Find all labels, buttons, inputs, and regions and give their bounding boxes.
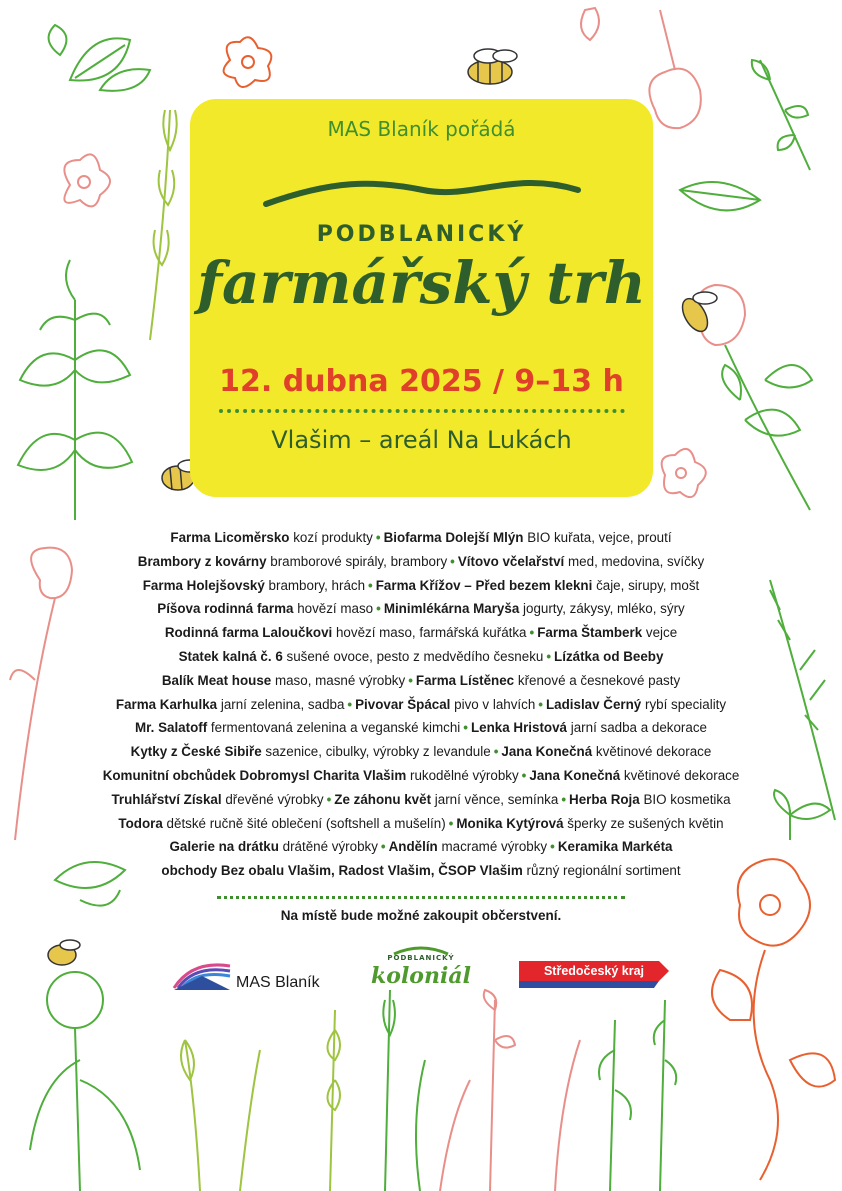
bullet-separator: •	[546, 648, 552, 664]
vendor-line	[30, 574, 812, 598]
clover-icon	[697, 285, 812, 510]
vendor-products: brambory, hrách	[268, 577, 366, 593]
bee-icon	[677, 292, 717, 336]
vendor-name: Andělín	[388, 839, 438, 855]
vendor-name: Farma Licoměrsko	[170, 530, 290, 545]
leaf-cluster-icon	[49, 25, 150, 91]
vendor-name: Lenka Hristová	[470, 720, 567, 736]
vendor-products: jarní zelenina, sadba	[220, 696, 345, 712]
title-small: PODBLANICKÝ	[316, 222, 527, 247]
vendor-products: vejce	[645, 625, 678, 641]
vendor-name: Balík Meat house	[161, 672, 272, 688]
vendor-products: šperky ze sušených květin	[567, 815, 724, 831]
orange-flower-icon	[224, 37, 272, 87]
bullet-separator: •	[450, 553, 455, 569]
bullet-separator: •	[529, 625, 535, 641]
vendor-line	[30, 645, 812, 669]
organizer-text: MAS Blaník pořádá	[327, 117, 516, 141]
vendor-line	[30, 693, 812, 717]
vendor-products: pivo v lahvích	[454, 696, 536, 712]
kolonial-small-label: PODBLANICKÝ	[387, 954, 455, 962]
vendor-products: křenové a česnekové pasty	[517, 672, 681, 688]
vendor-line	[30, 716, 812, 740]
vendor-name: Kytky z České Sibiře	[130, 744, 262, 760]
vendor-products: BIO kuřata, vejce, proutí	[527, 530, 672, 545]
vendor-line	[30, 550, 812, 574]
pink-flower-icon	[662, 449, 706, 497]
hills-icon	[263, 166, 581, 212]
lavender-icon	[150, 110, 177, 340]
bullet-separator: •	[380, 839, 386, 855]
vendor-line	[30, 835, 812, 859]
bullet-separator: •	[326, 791, 332, 807]
vendor-name: Farma Štamberk	[537, 625, 643, 641]
stredocesky-label: Středočeský kraj	[543, 964, 645, 978]
herb-sprig-icon	[752, 60, 810, 170]
vendor-name: Brambory z kovárny	[137, 553, 267, 569]
title-panel	[190, 99, 653, 497]
vendor-line	[30, 764, 812, 788]
kolonial-label: koloniál	[371, 963, 471, 989]
vendor-products: fermentovaná zelenina a veganské kimchi	[210, 720, 461, 736]
vendor-name: Farma Karhulka	[115, 696, 218, 712]
vendor-line	[30, 812, 812, 836]
vendor-products: bramborové spirály, brambory	[270, 553, 448, 569]
bullet-separator: •	[550, 839, 555, 855]
event-date: 12. dubna 2025 / 9–13 h	[219, 364, 624, 399]
refreshments-note: Na místě bude možné zakoupit občerstvení.	[280, 908, 562, 923]
vendor-products: kozí produkty	[293, 530, 373, 545]
vendor-name: Biofarma Dolejší Mlýn	[383, 530, 524, 545]
vendor-products: med, medovina, svíčky	[568, 553, 705, 569]
vendor-line	[30, 597, 812, 621]
vendor-line	[30, 740, 812, 764]
vendor-list	[30, 526, 812, 883]
vendor-products: květinové dekorace	[595, 744, 712, 760]
lavender-icon	[383, 990, 425, 1191]
vendor-products: drátěné výrobky	[282, 839, 378, 855]
pink-flower-icon	[64, 154, 110, 206]
vendor-products: rukodělné výrobky	[410, 767, 519, 783]
vendor-name: Statek kalná č. 6	[178, 648, 283, 664]
bullet-separator: •	[561, 791, 567, 807]
bullet-separator: •	[347, 696, 353, 712]
page-title: farmářský trh	[197, 249, 646, 317]
vendor-name: Vítovo včelařství	[457, 553, 565, 569]
vendor-name: Farma Křížov – Před bezem klekni	[375, 577, 593, 593]
vendor-products: dětské ručně šité oblečení (softshell a mušelín)	[166, 815, 446, 831]
vendor-line	[30, 621, 812, 645]
vendor-line	[30, 526, 812, 550]
bullet-separator: •	[521, 767, 527, 783]
vendor-name: Ze záhonu květ	[334, 791, 432, 807]
vendor-line	[30, 669, 812, 693]
dandelion-icon	[30, 972, 140, 1191]
vendor-name: Ladislav Černý	[545, 696, 642, 712]
bee-icon	[48, 940, 80, 965]
vendor-products: čaje, sirupy, mošt	[596, 577, 700, 593]
vendor-name: Minimlékárna Maryša	[383, 601, 520, 617]
vendor-products: jogurty, zákysy, mléko, sýry	[523, 601, 685, 617]
vendor-name: Rodinná farma Laloučkovi	[164, 625, 333, 641]
vendor-name: Todora	[118, 815, 163, 831]
vendor-name: Jana Konečná	[501, 744, 593, 760]
vendor-products: jarní věnce, semínka	[434, 791, 559, 807]
vendor-products: jarní sadba a dekorace	[570, 720, 707, 736]
vendor-name: Mr. Salatoff	[135, 720, 208, 736]
vendor-products: květinové dekorace	[623, 767, 740, 783]
grass-plant-icon	[181, 1010, 340, 1191]
bullet-separator: •	[448, 815, 454, 831]
kolonial-logo	[368, 944, 474, 994]
bullet-separator: •	[408, 672, 413, 688]
dotted-divider	[219, 409, 625, 413]
vendor-name: obchody Bez obalu Vlašim, Radost Vlašim, ČSOP Vlašim	[161, 863, 523, 879]
dotted-divider	[217, 896, 625, 899]
bullet-separator: •	[375, 530, 381, 545]
vendor-products: dřevěné výrobky	[225, 791, 324, 807]
vendor-products: maso, masné výrobky	[274, 672, 406, 688]
vendor-products: různý regionální sortiment	[526, 863, 681, 879]
bullet-separator: •	[493, 744, 499, 760]
mas-blanik-logo	[172, 958, 332, 992]
nettle-plant-icon	[18, 260, 132, 520]
vendor-name: Monika Kytýrová	[456, 815, 564, 831]
vendor-products: sazenice, cibulky, výrobky z levandule	[265, 744, 491, 760]
vendor-line	[30, 788, 812, 812]
vendor-line	[30, 859, 812, 883]
vendor-name: Píšova rodinná farma	[157, 601, 294, 617]
vendor-name: Truhlářství Získal	[111, 791, 222, 807]
pink-flower-stem-icon	[440, 990, 580, 1191]
vendor-products: macramé výrobky	[441, 839, 548, 855]
vendor-name: Pivovar Špácal	[355, 696, 451, 712]
rainbow-logo-icon	[172, 958, 232, 992]
vendor-name: Komunitní obchůdek Dobromysl Charita Vlašim	[102, 767, 407, 783]
vendor-products: BIO kosmetika	[643, 791, 731, 807]
vendor-products: rybí speciality	[644, 696, 727, 712]
vendor-name: Herba Roja	[569, 791, 640, 807]
event-place: Vlašim – areál Na Lukách	[271, 426, 572, 454]
vendor-name: Farma Lístěnec	[415, 672, 515, 688]
bee-icon	[468, 49, 517, 84]
stredocesky-kraj-logo	[519, 961, 669, 988]
bullet-separator: •	[376, 601, 381, 617]
vendor-products: sušené ovoce, pesto z medvědího česneku	[286, 648, 544, 664]
vendor-name: Jana Konečná	[529, 767, 621, 783]
mas-blanik-label: MAS Blaník	[236, 974, 320, 991]
leaf-icon	[680, 182, 760, 210]
bullet-separator: •	[463, 720, 468, 736]
vendor-name: Keramika Markéta	[557, 839, 673, 855]
vendor-name: Farma Holejšovský	[142, 577, 265, 593]
bullet-separator: •	[538, 696, 543, 712]
herb-sprig-icon	[599, 1000, 676, 1191]
bullet-separator: •	[368, 577, 373, 593]
vendor-name: Galerie na drátku	[169, 839, 279, 855]
vendor-products: hovězí maso, farmářská kuřátka	[335, 625, 527, 641]
vendor-products: hovězí maso	[297, 601, 374, 617]
vendor-name: Lízátka od Beeby	[554, 648, 664, 664]
